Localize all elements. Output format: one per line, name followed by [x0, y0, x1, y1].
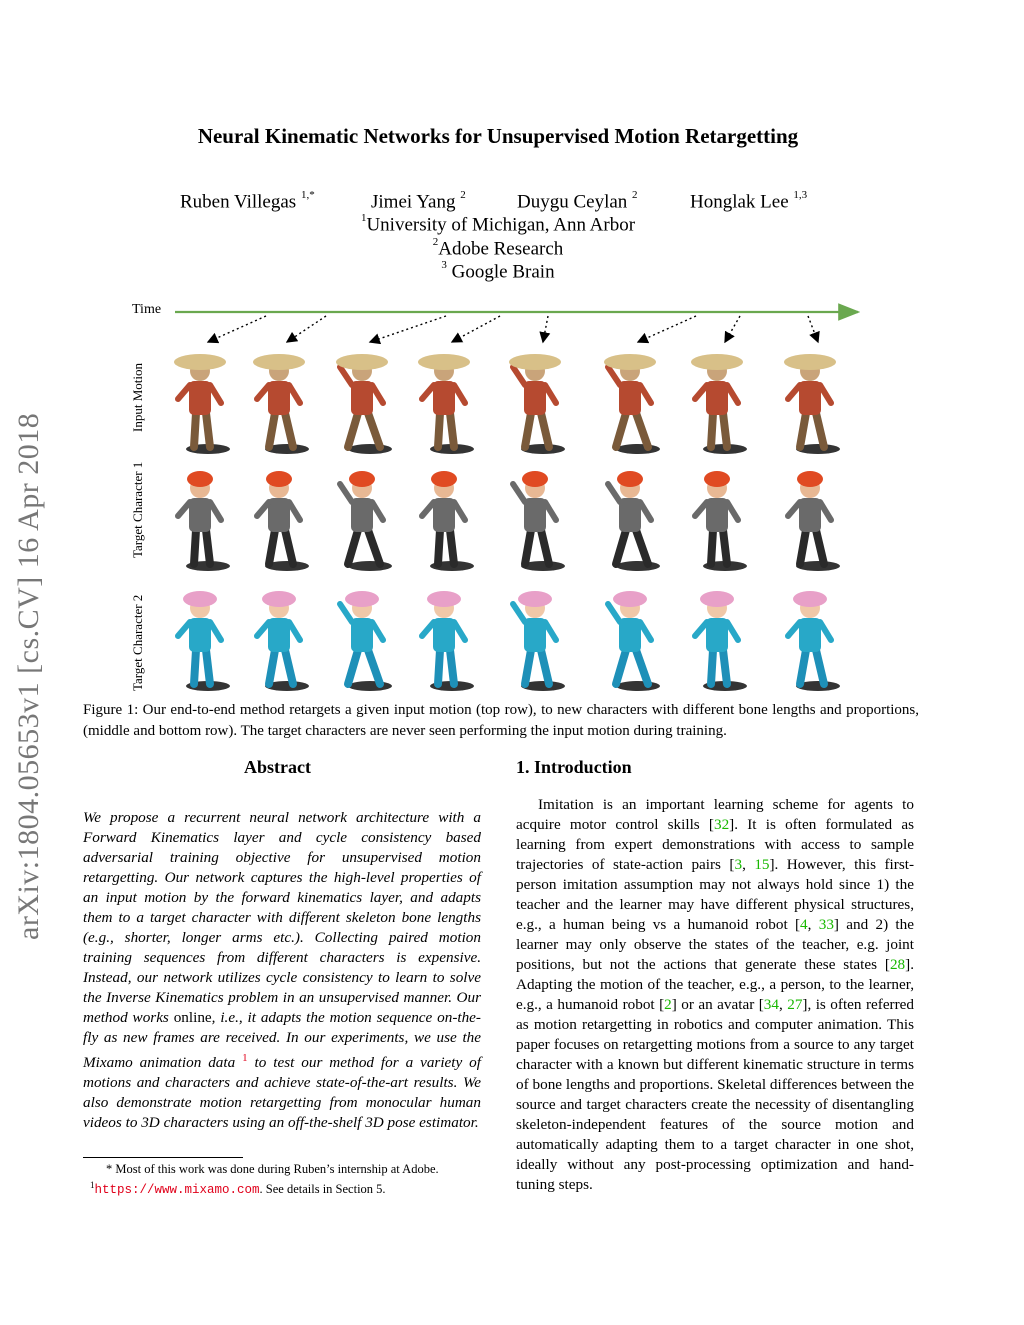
author-name: Ruben Villegas — [180, 191, 297, 213]
abstract-heading: Abstract — [244, 757, 311, 777]
figure-1 — [120, 296, 865, 694]
input-motion-character — [253, 354, 309, 454]
footnote-ref[interactable]: 1 — [242, 1052, 248, 1064]
intro-seg: ] and 2) the learner may only observe the states of the teacher, e.g. joint positions, but not the actions that generate these states [ — [516, 916, 914, 973]
target-1-character — [695, 471, 747, 571]
citation-link[interactable]: 15 — [754, 856, 770, 873]
target-2-character — [695, 591, 747, 691]
citation-link[interactable]: 33 — [818, 916, 834, 933]
frame-pointer-arrow — [638, 316, 696, 342]
frame-pointer-arrow — [452, 316, 500, 342]
affil-sup: 3 — [441, 259, 447, 271]
intro-seg: ]. However, this first-person imitation assumption may not always hold since 1) the teacher and the learner may have different physical structures, e.g., a human being vs a humanoid robot [ — [516, 856, 915, 933]
target-1-character — [178, 471, 230, 571]
frame-pointer-arrow — [543, 316, 548, 342]
introduction-heading: 1. Introduction — [516, 757, 632, 777]
frame-pointer-arrow — [370, 316, 446, 342]
figure-caption: Figure 1: Our end-to-end method retargets a given input motion (top row), to new characters with different bone lengths and proportions, (middle and bottom row). The target characters are never seen performing the input motion during training. — [83, 702, 919, 739]
affil-name: Adobe Research — [438, 238, 564, 260]
input-motion-character — [784, 354, 840, 454]
citation-link[interactable]: 32 — [713, 816, 730, 833]
affiliation-3 — [0, 261, 996, 283]
intro-seg: , — [742, 856, 755, 873]
citation-link[interactable]: 27 — [787, 996, 803, 1013]
target-1-character — [340, 471, 392, 571]
target-2-character — [788, 591, 840, 691]
footnote-rule — [83, 1157, 243, 1158]
frame-pointer-arrow — [287, 316, 326, 342]
intro-seg: , — [807, 916, 819, 933]
row-label-target-1: Target Character 1 — [130, 461, 145, 558]
author-name: Honglak Lee — [690, 191, 789, 213]
affil-sup: 2 — [432, 236, 439, 248]
author-sup: 2 — [460, 189, 466, 201]
input-motion-character — [509, 354, 565, 454]
intro-seg: ]. Adapting the motion of the teacher, e.g., a person, to the learner, e.g., a humanoid robot [ — [516, 956, 914, 1013]
frame-pointer-arrow — [725, 316, 740, 342]
target-2-character — [513, 591, 565, 691]
target-1-character — [608, 471, 660, 571]
input-motion-character — [418, 354, 474, 454]
row-label-target-2: Target Character 2 — [130, 594, 145, 691]
affil-sup: 1 — [360, 212, 367, 224]
footnote-1 — [90, 1180, 386, 1197]
arxiv-stamp: arXiv:1804.05653v1 [cs.CV] 16 Apr 2018 — [12, 412, 45, 940]
abstract-part2: , i.e., it adapts the motion sequence on-the-fly as new frames are received. In our experiments, we use the Mixamo animation data — [83, 1009, 481, 1072]
abstract-online: online — [173, 1009, 212, 1026]
citation-link[interactable]: 2 — [664, 996, 672, 1013]
abstract-text — [83, 808, 481, 1133]
footnote-rest: . See details in Section 5. — [259, 1182, 386, 1197]
frame-pointer-arrows — [208, 316, 818, 342]
author-sup: 1,* — [300, 189, 315, 201]
author-3 — [517, 191, 638, 213]
author-name: Duygu Ceylan — [517, 191, 628, 213]
footnote-mark: 1 — [90, 1180, 95, 1190]
target-1-character — [422, 471, 474, 571]
author-sup: 2 — [632, 189, 638, 201]
citation-link[interactable]: 3 — [734, 856, 743, 873]
citation-link[interactable]: 28 — [889, 956, 906, 973]
target-2-character — [608, 591, 660, 691]
affil-name: University of Michigan, Ann Arbor — [366, 214, 636, 236]
author-1 — [180, 191, 315, 213]
row-label-input-motion: Input Motion — [130, 363, 145, 432]
affiliation-1 — [0, 214, 996, 236]
frame-pointer-arrow — [808, 316, 818, 342]
abstract-part1: We propose a recurrent neural network architecture with a Forward Kinematics layer and cycle consistency based adversarial training objective for unsupervised motion retargetting. Our network captures the high-level properties of an input motion by the forward kinematics layer, and adapts them to a target character with different skeleton bone lengths (e.g., shorter, longer arms etc.). Collecting paired motion training sequences from different characters is expensive. Instead, our network utilizes cycle consistency to learn to solve the Inverse Kinematics problem in an unsupervised manner. Our method works — [83, 809, 481, 1026]
mixamo-link[interactable]: https://www.mixamo.com — [94, 1183, 260, 1198]
time-label: Time — [132, 302, 162, 317]
character-frames — [174, 354, 840, 691]
input-motion-character — [336, 354, 392, 454]
author-2 — [371, 191, 466, 213]
input-motion-character — [691, 354, 747, 454]
intro-seg: Imitation is an important learning scheme for agents to acquire motor control skills [ — [516, 796, 914, 833]
intro-seg: ] or an avatar [ — [671, 996, 764, 1013]
input-motion-character — [604, 354, 660, 454]
author-sup: 1,3 — [793, 189, 808, 201]
affiliation-2 — [0, 238, 996, 260]
target-1-character — [788, 471, 840, 571]
frame-pointer-arrow — [208, 316, 266, 342]
target-2-character — [422, 591, 474, 691]
intro-seg: ]. It is often formulated as learning from expert demonstrations with access to sample trajectories of state-action pairs [ — [516, 816, 914, 873]
citation-link[interactable]: 4 — [800, 916, 808, 933]
affil-name: Google Brain — [446, 261, 555, 283]
input-motion-character — [174, 354, 230, 454]
figure-illustration — [120, 296, 865, 694]
introduction-text — [516, 795, 914, 1195]
target-2-character — [178, 591, 230, 691]
author-4 — [690, 191, 807, 213]
intro-seg: ], is often referred as motion retargetting in robotics and computer animation. This paper focuses on retargetting motions from a source to any target character with a known but different kinematic structure in terms of bone lengths and proportions. Skeletal differences between the source and target characters create the necessity of disentangling skeleton-independent features of the source motion and automatically adapting them to a target character in one shot, ideally without any post-processing optimization and hand-tuning steps. — [516, 996, 915, 1193]
paper-title: Neural Kinematic Networks for Unsupervised Motion Retargetting — [197, 124, 799, 148]
intro-seg: , — [778, 996, 788, 1013]
target-1-character — [513, 471, 565, 571]
target-2-character — [257, 591, 309, 691]
abstract-part3: to test our method for a variety of motions and characters and achieve state-of-the-art results. We also demonstrate motion retargetting from monocular human videos to 3D characters using an off-the-shelf 3D pose estimator. — [83, 1054, 481, 1132]
author-name: Jimei Yang — [371, 191, 456, 213]
footnote-star: * Most of this work was done during Ruben’s internship at Adobe. — [106, 1162, 439, 1176]
target-1-character — [257, 471, 309, 571]
target-2-character — [340, 591, 392, 691]
citation-link[interactable]: 34 — [763, 996, 779, 1013]
